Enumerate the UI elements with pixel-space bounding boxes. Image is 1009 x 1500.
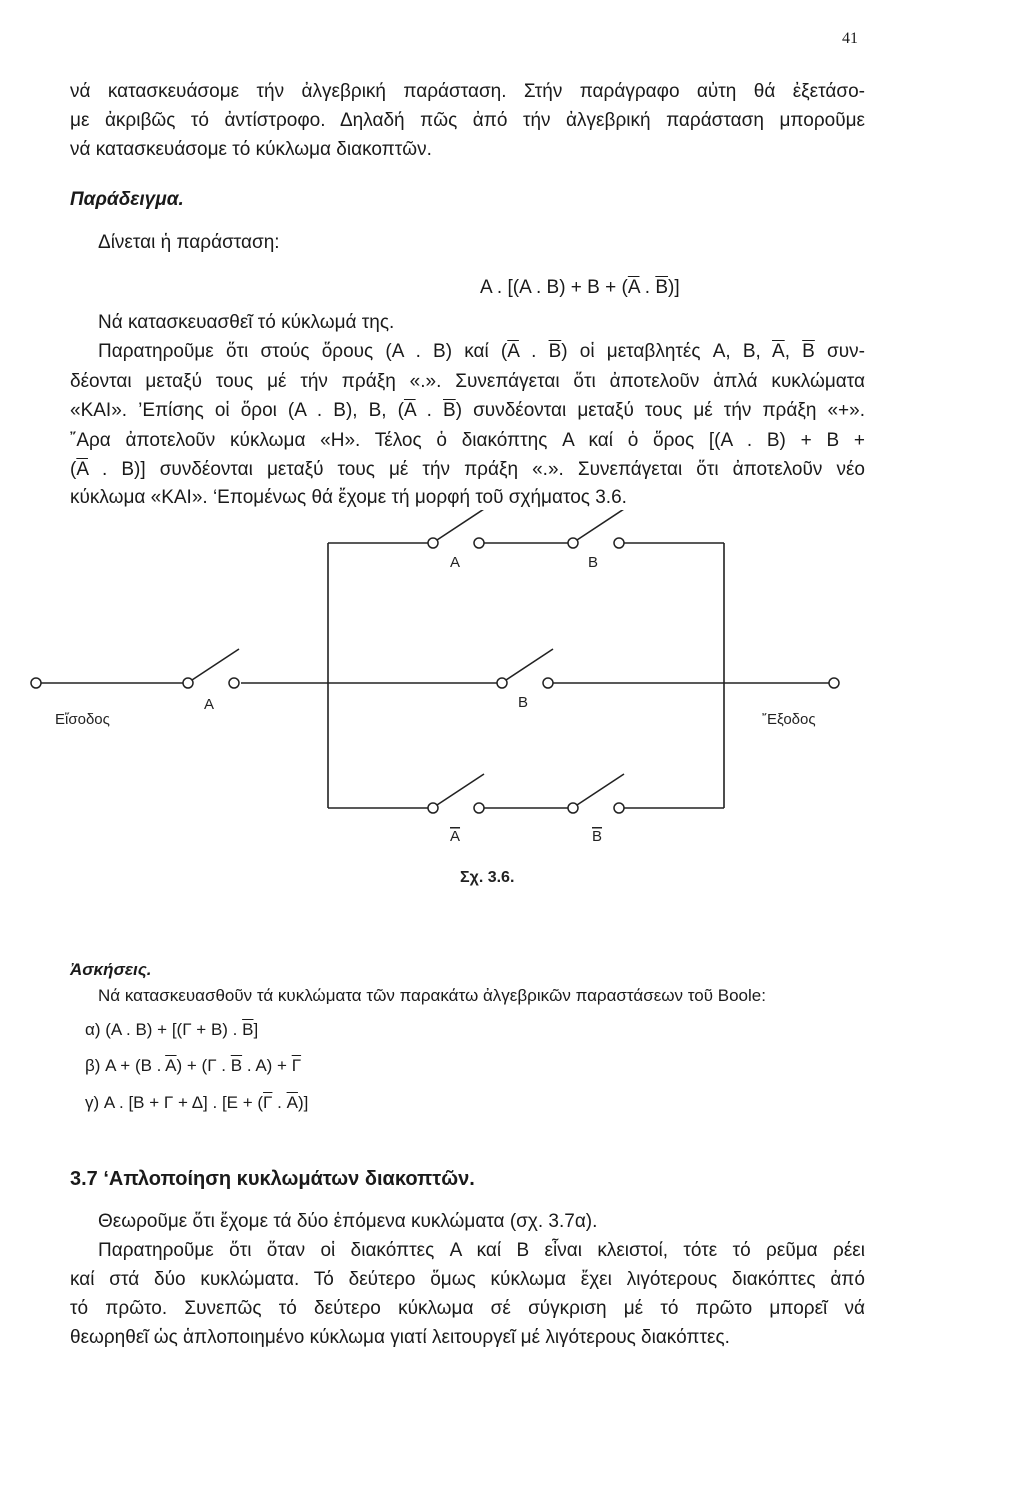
text-segment: τό πρῶτο. Συνεπῶς τό δεύτερο κύκλωμα σέ σύγκριση μέ τό πρῶτο μπορεῖ νά [70, 1298, 865, 1319]
exercises-intro: Νά κατασκευασθοῦν τά κυκλώματα τῶν παρακάτω ἀλγεβρικῶν παραστάσεων τοῦ Boole: [98, 986, 766, 1005]
text-segment: )] [668, 277, 680, 298]
switch-label-negated: A [450, 828, 461, 845]
text-line [70, 1326, 865, 1350]
switch-icon [568, 774, 624, 813]
switch-label: A [204, 696, 215, 713]
text-segment: «ΚΑΙ». ’Επίσης οἱ ὅροι (A . B), B, ( [70, 400, 404, 421]
text-line [98, 311, 893, 335]
output-terminal [829, 678, 839, 688]
text-line [70, 429, 865, 453]
section-heading: 3.7 ‘Απλοποίηση κυκλωμάτων διακοπτῶν. [70, 1168, 475, 1190]
text-line [70, 80, 865, 104]
text-segment: ] [253, 1020, 259, 1039]
text-segment: . [415, 400, 443, 421]
text-segment: Θεωροῦμε ὅτι ἔχομε τά δύο ἑπόμενα κυκλώματα (σχ. 3.7α). [98, 1211, 598, 1232]
text-segment: ) οἱ μεταβλητές A, B, [561, 341, 772, 362]
text-line [70, 486, 865, 510]
text-segment: Παρατηροῦμε ὅτι ὅταν οἱ διακόπτες A καί B εἶναι κλειστοί, τότε τό ρεῦμα ρέει [98, 1240, 865, 1261]
text-line [70, 138, 865, 162]
text-segment: Νά κατασκευασθεῖ τό κύκλωμά της. [98, 312, 395, 333]
text-segment: με ἀκριβῶς τό ἀντίστροφο. Δηλαδή πῶς ἀπό τήν ἀλγεβρική παράσταση μποροῦμε [70, 110, 865, 131]
text-segment: θεωρηθεῖ ὡς ἁπλοποιημένο κύκλωμα γιατί λειτουργεῖ μέ λιγότερους διακόπτες. [70, 1327, 730, 1348]
text-segment: ) συνδέονται μεταξύ τους μέ τήν πράξη «+». [455, 400, 865, 421]
text-segment: νά κατασκευάσομε τήν ἀλγεβρική παράσταση. Στήν παράγραφο αὐτη θά ἐξετάσο- [70, 81, 865, 102]
negated-variable: $\overline{B}$ [230, 1056, 243, 1075]
text-segment: Παρατηροῦμε ὅτι στούς ὅρους (A . B) καί ( [98, 341, 508, 362]
negated-variable: $\overline{B}$ [802, 341, 815, 362]
switch-label: B [518, 694, 529, 711]
switch-icon [183, 649, 239, 688]
exercise-item [85, 1091, 880, 1115]
text-line [70, 109, 865, 133]
switch-label: A [450, 554, 461, 571]
text-segment: . A) + [242, 1056, 292, 1075]
text-segment: A . [(A . B) + B + ( [480, 277, 628, 298]
negated-variable: $\overline{B}$ [443, 400, 456, 421]
text-line [70, 1297, 865, 1321]
negated-variable: $\overline{B}$ [548, 341, 562, 362]
text-segment: καί στά δύο κυκλώματα. Τό δεύτερο ὅμως κύκλωμα ἔχει λιγότερους διακόπτες ἀπό [70, 1269, 865, 1290]
text-segment: . [518, 341, 549, 362]
text-segment: ῎Αρα ἀποτελοῦν κύκλωμα «Η». Τέλος ὁ διακόπτης A καί ὁ ὅρος [(A . B) + B + [70, 430, 865, 451]
expression [480, 276, 680, 300]
text-line [70, 399, 865, 423]
text-segment: , [784, 341, 803, 362]
text-segment: α) (A . B) + [(Γ + B) . [85, 1020, 243, 1039]
negated-variable: $\overline{A}$ [507, 341, 519, 362]
text-segment: ) + (Γ . [176, 1056, 231, 1075]
negated-variable: $\overline{A}$ [165, 1056, 177, 1075]
negated-variable: $\overline{\Gamma}$ [263, 1093, 273, 1112]
exercises-heading: Ἀσκήσεις. [70, 960, 152, 979]
switch-icon [428, 510, 484, 548]
text-segment: β) A + (B . [85, 1056, 166, 1075]
text-line [98, 1239, 865, 1263]
negated-variable: $\overline{B}$ [655, 277, 668, 298]
negated-variable: $\overline{A}$ [627, 277, 640, 298]
negated-variable: $\overline{\Gamma}$ [291, 1056, 302, 1075]
negated-variable: $\overline{A}$ [772, 341, 785, 362]
negated-variable: $\overline{A}$ [286, 1093, 298, 1112]
text-segment: . [272, 1093, 287, 1112]
given-label: Δίνεται ἡ παράσταση: [98, 232, 280, 253]
negated-variable: $\overline{A}$ [403, 400, 416, 421]
text-segment: δέονται μεταξύ τους μέ τήν πράξη «.». Συνεπάγεται ὅτι ἀποτελοῦν ἁπλά κυκλώματα [70, 371, 865, 392]
text-segment: κύκλωμα «ΚΑΙ». ‘Επομένως θά ἔχομε τή μορφή τοῦ σχήματος 3.6. [70, 487, 627, 508]
text-segment: )] [297, 1093, 309, 1112]
output-label: ῎Εξοδος [762, 711, 816, 728]
exercise-item [85, 1018, 880, 1042]
text-segment: γ) A . [B + Γ + Δ] . [E + ( [85, 1093, 264, 1112]
example-heading: Παράδειγμα. [70, 189, 184, 210]
switch-icon [428, 774, 484, 813]
switch-label-negated: B [592, 828, 603, 845]
input-label: Εἴσοδος [55, 711, 110, 728]
text-segment: συν- [814, 341, 866, 362]
switch-label: B [588, 554, 599, 571]
text-line [70, 1268, 865, 1292]
text-line [98, 1210, 893, 1234]
text-segment: ( [70, 459, 77, 480]
negated-variable: $\overline{A}$ [76, 459, 88, 480]
text-segment: . [639, 277, 656, 298]
text-segment: . B)] συνδέονται μεταξύ τους μέ τήν πράξη «.». Συνεπάγεται ὅτι ἀποτελοῦν νέο [87, 459, 865, 480]
negated-variable: $\overline{B}$ [242, 1020, 254, 1039]
switch-icon [568, 510, 624, 548]
figure-caption: Σχ. 3.6. [460, 869, 515, 886]
text-line [70, 370, 865, 394]
text-line [70, 458, 865, 482]
exercise-item [85, 1054, 880, 1078]
switch-icon [497, 649, 553, 688]
text-segment: νά κατασκευάσομε τό κύκλωμα διακοπτῶν. [70, 139, 432, 160]
circuit-diagram [0, 510, 1009, 900]
text-line [98, 340, 865, 364]
input-terminal [31, 678, 41, 688]
page-number: 41 [842, 30, 858, 47]
